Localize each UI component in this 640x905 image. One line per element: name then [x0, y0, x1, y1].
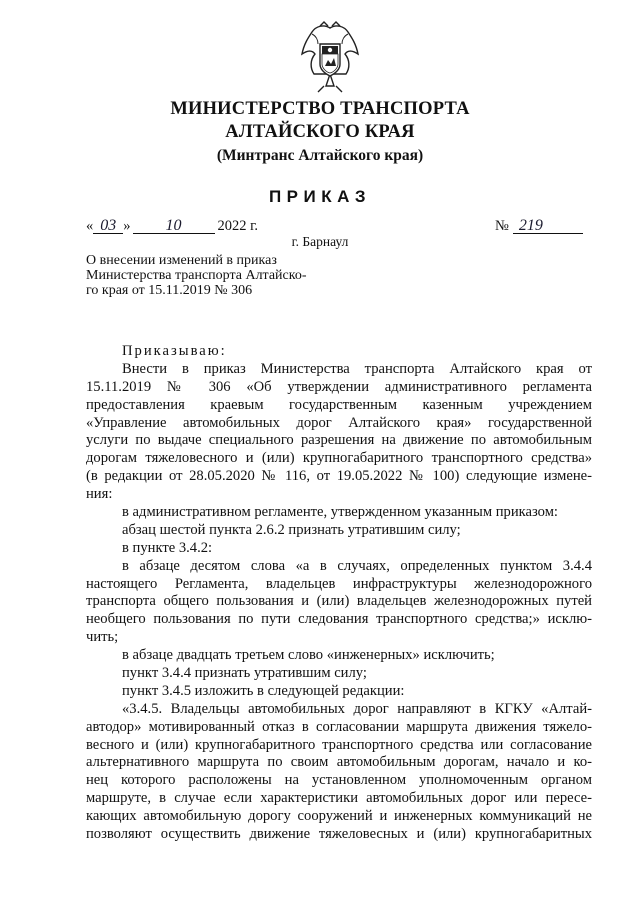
- subject-line: О внесении изменений в приказ: [86, 253, 277, 268]
- body-line: в административном регламенте, утвержденном указанным приказом:: [122, 504, 558, 521]
- body-line: «3.4.5. Владельцы автомобильных дорог направляют в КГКУ «Алтай-: [122, 700, 592, 717]
- body-line: весного и (или) крупногабаритного транспортного средства или согласование: [86, 736, 592, 753]
- body-line: (в редакции от 28.05.2020 № 116, от 19.05.2022 № 100) следующие измене-: [86, 468, 592, 485]
- city-name: г. Барнаул: [291, 234, 349, 249]
- open-quote: «: [86, 218, 94, 234]
- body-line: нец которого расположены на установленном уполномоченным органом: [86, 772, 592, 789]
- body-line: предоставления краевым государственным казенным учреждением: [86, 396, 592, 413]
- ministry-short-name: (Минтранс Алтайского края): [216, 147, 424, 164]
- subject-line: го края от 15.11.2019 № 306: [86, 283, 253, 298]
- subject-line: Министерства транспорта Алтайско-: [86, 268, 307, 283]
- body-line: кающих автомобильную дорогу сооружений и инженерных коммуникаций не: [86, 808, 592, 825]
- body-line: 15.11.2019 № 306 «Об утверждении административного регламента: [86, 378, 592, 395]
- body-line: Внести в приказ Министерства транспорта Алтайского края от: [122, 360, 592, 377]
- date-month: 10: [133, 217, 215, 234]
- order-number-line: [495, 217, 583, 235]
- close-quote: »: [123, 218, 131, 234]
- body-line: пункт 3.4.5 изложить в следующей редакции:: [122, 682, 405, 699]
- body-line: маршруте, в случае если характеристики автомобильных дорог или пересе-: [86, 790, 592, 807]
- body-line: Приказываю:: [122, 343, 227, 359]
- body-line: транспорта общего пользования и (или) владельцев железнодорожных путей: [86, 593, 592, 610]
- body-line: автодор» мотивированный отказ в согласовании маршрута движения тяжело-: [86, 718, 592, 735]
- date-day: 03: [93, 217, 123, 234]
- body-line: «Управление автомобильных дорог Алтайского края» государственной: [86, 414, 592, 431]
- document-type-title: ПРИКАЗ: [268, 187, 372, 206]
- coat-of-arms-icon: [298, 20, 362, 96]
- body-line: чить;: [86, 629, 119, 646]
- order-body: [86, 343, 592, 844]
- ministry-name-line1: МИНИСТЕРСТВО ТРАНСПОРТА: [170, 99, 470, 119]
- body-line: в пункте 3.4.2:: [122, 539, 213, 556]
- body-line: ния:: [86, 486, 113, 503]
- body-line: настоящего Регламента, владельцев инфраструктуры железнодорожного: [86, 575, 592, 592]
- body-line: дорогам тяжеловесного и (или) крупногабаритного транспортного средства»: [86, 450, 592, 467]
- body-line: альтернативного маршрута по своим автомобильным дорогам, начало и ко-: [86, 754, 592, 771]
- body-line: в абзаце двадцать третьем слово «инженерных» исключить;: [122, 647, 495, 664]
- date-line: [86, 217, 258, 235]
- body-line: необщего пользования по пути следования транспортного средства;» исклю-: [86, 611, 592, 628]
- body-line: абзац шестой пункта 2.6.2 признать утратившим силу;: [122, 521, 461, 538]
- body-line: услуги по выдаче специального разрешения на движение по автомобильным: [86, 432, 592, 449]
- order-subject: [86, 253, 336, 298]
- body-line: в абзаце десятом слова «а в случаях, определенных пунктом 3.4.4: [122, 557, 592, 574]
- body-line: позволяют осуществить движение тяжеловесных и (или) крупногабаритных: [86, 826, 592, 843]
- body-line: пункт 3.4.4 признать утратившим силу;: [122, 665, 367, 682]
- date-year: 2022 г.: [217, 218, 259, 234]
- ministry-name-line2: АЛТАЙСКОГО КРАЯ: [225, 122, 415, 142]
- order-number: 219: [513, 217, 583, 234]
- number-label: №: [495, 218, 509, 234]
